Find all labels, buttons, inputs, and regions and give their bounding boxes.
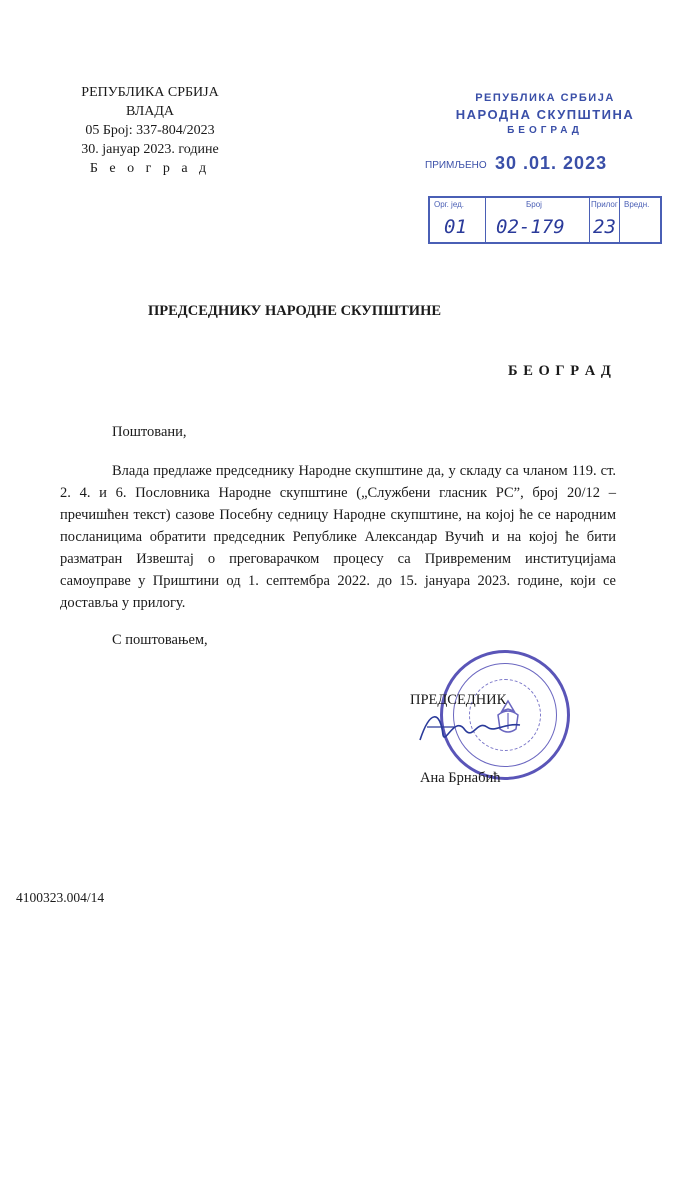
signature-title: ПРЕДСЕДНИК — [410, 692, 507, 708]
sender-date: 30. јануар 2023. године — [81, 142, 219, 157]
stamp-country: РЕПУБЛИКА СРБИЈА — [475, 92, 615, 104]
sender-city: Б е о г р а д — [89, 161, 211, 176]
stamp-city: БЕОГРАД — [507, 125, 583, 136]
stamp-col4-header: Вредн. — [624, 200, 650, 209]
sender-country: РЕПУБЛИКА СРБИЈА — [81, 85, 219, 100]
stamp-registry-table — [428, 196, 662, 244]
salutation: Поштовани, — [112, 424, 187, 440]
stamp-col1-header: Орг. јед. — [434, 200, 464, 209]
stamp-col3-header: Прилог — [591, 200, 618, 209]
document-code: 4100323.004/14 — [16, 890, 105, 905]
stamp-cell-attachment — [590, 198, 620, 242]
signature-name: Ана Брнабић — [420, 770, 501, 786]
stamp-cell-number — [486, 198, 590, 242]
body-paragraph: Влада предлаже председнику Народне скупштине да, у складу са чланом 119. ст. 2. 4. и 6. Пословника Народне скупштине („Службени гласник РС”, број 20/12 – пречишћен текст) сазове Посебну седницу Народне скупштине, на којој ће се народним посланицима обратити председник Републике Александар Вучић и на којој ће бити разматран Извештај о преговарачком процесу са Привременим институцијама самоуправе у Приштини од 1. септембра 2022. до 15. јануара 2023. године, који се доставља у прилогу. — [60, 463, 616, 611]
sender-reference-number: 05 Број: 337-804/2023 — [85, 123, 215, 138]
closing: С поштовањем, — [112, 632, 208, 648]
recipient-city: Б Е О Г Р А Д — [508, 363, 612, 379]
stamp-col2-header: Број — [526, 200, 542, 209]
stamp-institution: НАРОДНА СКУПШТИНА — [455, 107, 635, 122]
stamp-col2-value: 02-179 — [496, 216, 565, 238]
stamp-received-label: ПРИМЉЕНО — [425, 160, 487, 171]
sender-institution: ВЛАДА — [125, 104, 175, 119]
stamp-received-date: 30 .01. 2023 — [495, 153, 608, 173]
stamp-col3-value: 23 — [593, 216, 616, 238]
recipient-title: ПРЕДСЕДНИКУ НАРОДНЕ СКУПШТИНЕ — [148, 303, 442, 319]
stamp-cell-value — [620, 198, 664, 242]
handwritten-signature-icon — [415, 705, 525, 750]
stamp-col1-value: 01 — [444, 216, 467, 238]
stamp-cell-org-unit — [430, 198, 486, 242]
